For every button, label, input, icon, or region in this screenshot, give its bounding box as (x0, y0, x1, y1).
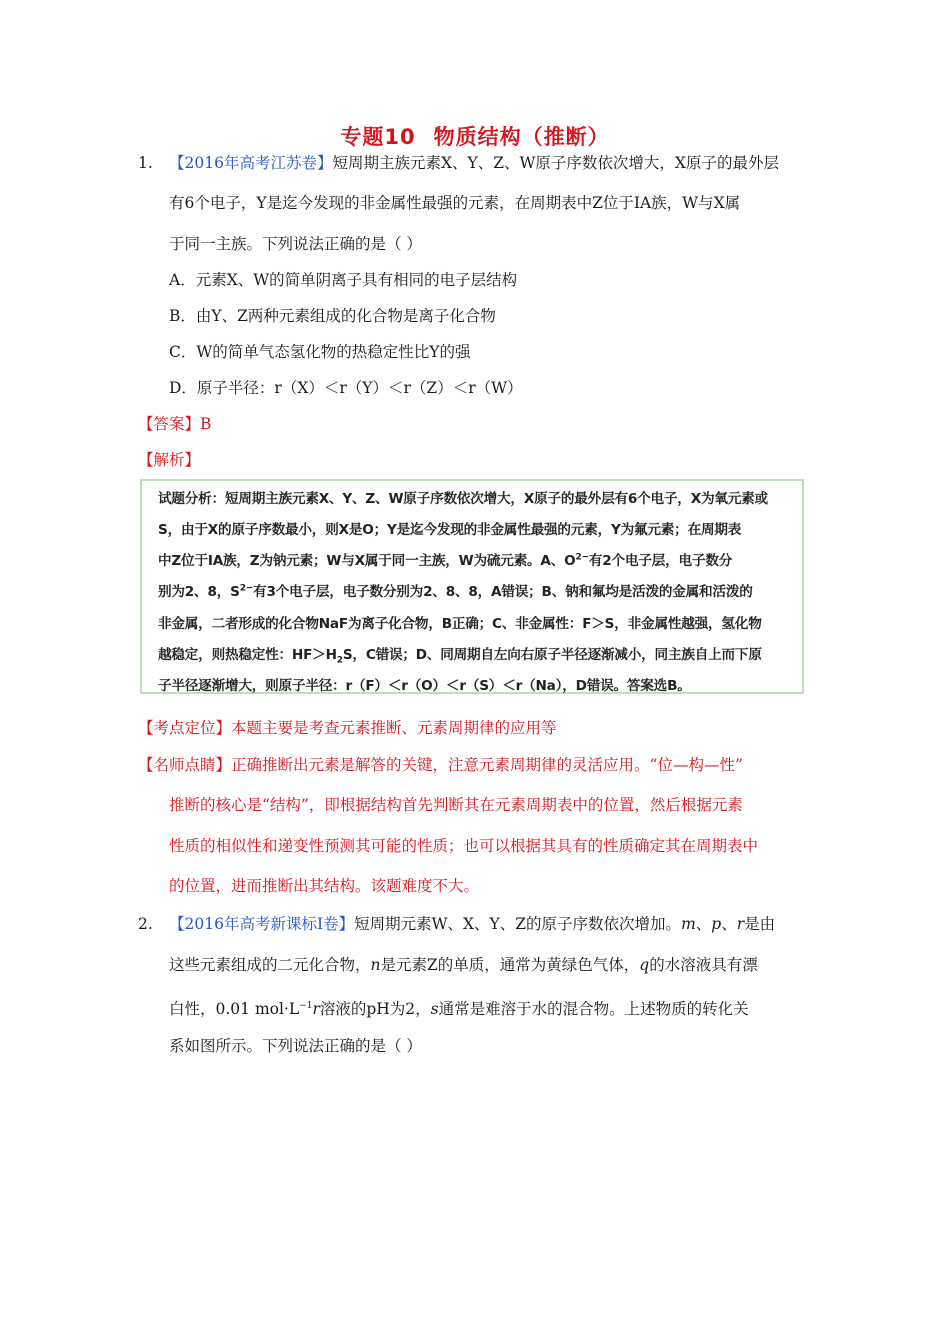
question-2-stem-line-4: 系如图所示。下列说法正确的是（ ） (169, 1037, 422, 1055)
option-b: B．由Y、Z两种元素组成的化合物是离子化合物 (169, 307, 496, 325)
mingshi-line-2: 推断的核心是“结构”，即根据结构首先判断其在元素周期表中的位置，然后根据元素 (169, 796, 743, 814)
answer-line (138, 414, 211, 434)
superscript: 2− (575, 552, 589, 563)
analysis-text: 越稳定，则热稳定性：HF＞H (158, 647, 337, 663)
analysis-text: S，C错误；D、同周期自左向右原子半径逐渐减小，同主族自上而下原 (342, 647, 762, 663)
var-p: p (711, 915, 722, 933)
kaodian-label: 【考点定位】 (138, 719, 232, 737)
mingshi-line-1 (138, 755, 743, 775)
var-m: m (681, 915, 696, 933)
analysis-label (138, 450, 200, 470)
question-2-number: 2. (138, 915, 153, 933)
analysis-line-4 (158, 580, 753, 600)
analysis-text: 中Z位于IA族，Z为钠元素；W与X属于同一主族，W为硫元素。A、O (158, 553, 576, 569)
stem-text: 溶液的pH为2， (319, 1000, 431, 1019)
analysis-line-2: S，由于X的原子序数最小，则X是O；Y是迄今发现的非金属性最强的元素，Y为氟元素；在周期表 (158, 522, 742, 538)
title-text: 物质结构（推断） (433, 125, 610, 149)
analysis-text: 有3个电子层，电子数分别为2、8、8，A错误；B、钠和氟均是活泼的金属和活泼的 (253, 584, 753, 600)
mingshi-line-3: 性质的相似性和递变性预测其可能的性质；也可以根据其具有的性质确定其在周期表中 (169, 837, 759, 855)
separator: 、 (721, 915, 737, 933)
question-2-stem-line-3 (169, 996, 749, 1019)
question-1-stem-line-3: 于同一主族。下列说法正确的是（ ） (169, 235, 422, 253)
kaodian-text: 本题主要是考查元素推断、元素周期律的应用等 (231, 719, 557, 737)
question-1-source: 【2016年高考江苏卷】 (169, 154, 333, 172)
analysis-text: 有2个电子层，电子数分 (588, 553, 733, 569)
answer-value: B (200, 415, 212, 433)
option-a: A．元素X、W的简单阴离子具有相同的电子层结构 (169, 271, 518, 289)
superscript: 2− (239, 583, 254, 594)
analysis-line-7: 子半径逐渐增大，则原子半径：r（F）＜r（O）＜r（S）＜r（Na），D错误。答案选B。 (158, 678, 691, 694)
mingshi-label: 【名师点睛】 (138, 756, 232, 774)
question-2-source: 【2016年高考新课标Ⅰ卷】 (169, 915, 355, 933)
analysis-line-6 (158, 643, 762, 666)
var-r: r (736, 915, 745, 933)
analysis-line-5: 非金属，二者形成的化合物NaF为离子化合物，B正确；C、非金属性：F＞S，非金属性越强，氢化物 (158, 616, 762, 632)
question-1-stem-line-1 (169, 153, 779, 173)
var-r: r (312, 1000, 320, 1019)
analysis-text: 别为2、8，S (158, 584, 240, 600)
mingshi-line-4: 的位置，进而推断出其结构。该题难度不大。 (169, 877, 480, 895)
question-2-stem-line-1 (169, 914, 775, 934)
option-d: D．原子半径：r（X）＜r（Y）＜r（Z）＜r（W） (169, 379, 523, 397)
analysis-line-3 (158, 549, 732, 569)
superscript: −1 (299, 1001, 313, 1011)
answer-label: 【答案】 (138, 415, 201, 433)
stem-text: 短周期主族元素X、Y、Z、W原子序数依次增大，X原子的最外层 (332, 154, 779, 172)
option-c: C．W的简单气态氢化物的热稳定性比Y的强 (169, 343, 471, 361)
kaodian-line (138, 718, 557, 738)
stem-text: 白性，0.01 mol·L (169, 1000, 300, 1019)
stem-text: 是由 (744, 915, 776, 933)
title-number: 专题10 (340, 125, 416, 149)
stem-text: 通常是难溶于水的混合物。上述物质的转化关 (438, 1000, 749, 1019)
var-n: n (370, 956, 381, 974)
analysis-line-1: 试题分析：短周期主族元素X、Y、Z、W原子序数依次增大，X原子的最外层有6个电子，X为氧元素或 (158, 491, 768, 507)
page-title (0, 121, 950, 151)
stem-text: 这些元素组成的二元化合物， (169, 956, 371, 974)
stem-text: 是元素Z的单质，通常为黄绿色气体， (380, 956, 640, 974)
question-1-number: 1. (138, 154, 153, 172)
analysis-label-text: 【解析】 (138, 451, 201, 469)
question-1-stem-line-2: 有6个电子，Y是迄今发现的非金属性最强的元素，在周期表中Z位于IA族，W与X属 (169, 194, 741, 212)
var-s: s (430, 1000, 439, 1019)
var-q: q (639, 956, 650, 974)
question-2-stem-line-2 (169, 955, 758, 975)
stem-text: 的水溶液具有漂 (649, 956, 758, 974)
stem-text: 短周期元素W、X、Y、Z的原子序数依次增加。 (354, 915, 682, 933)
subscript: 2 (336, 655, 343, 666)
separator: 、 (695, 915, 712, 933)
mingshi-text: 正确推断出元素是解答的关键，注意元素周期律的灵活应用。“位—构—性” (231, 756, 743, 774)
analysis-box (140, 479, 804, 694)
